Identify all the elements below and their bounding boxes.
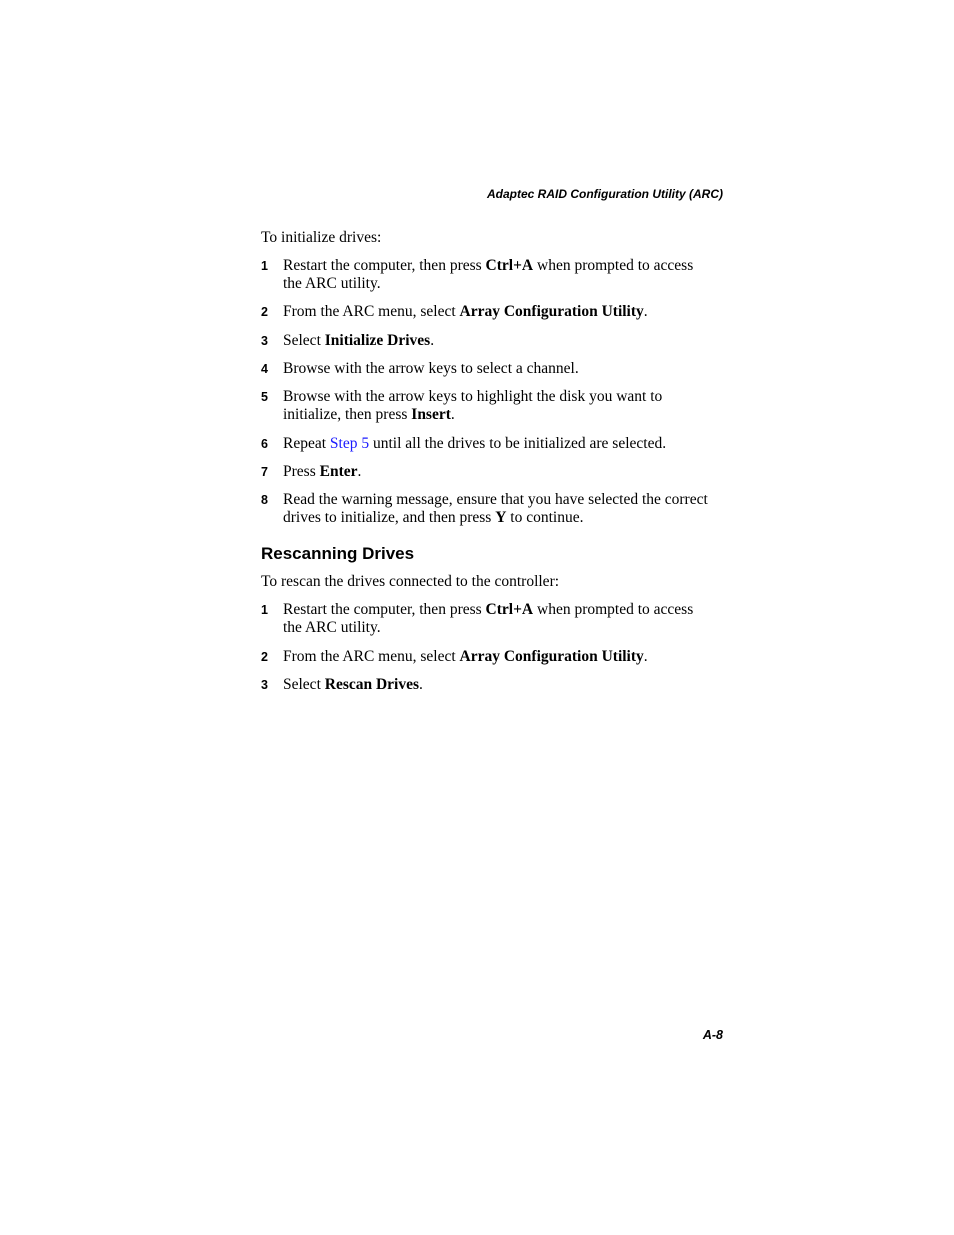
step-number: 3 xyxy=(261,334,268,348)
step-number: 1 xyxy=(261,603,268,617)
initialize-step-7: 7 Press Enter. xyxy=(261,463,362,480)
rescan-intro: To rescan the drives connected to the controller: xyxy=(261,573,560,590)
step-number: 1 xyxy=(261,259,268,273)
step-number: 2 xyxy=(261,650,268,664)
rescan-step-3: 3 Select Rescan Drives. xyxy=(261,676,423,693)
initialize-step-2: 2 From the ARC menu, select Array Configuration Utility. xyxy=(261,303,648,320)
step-number: 6 xyxy=(261,437,268,451)
initialize-intro: To initialize drives: xyxy=(261,229,382,246)
rescan-step-2: 2 From the ARC menu, select Array Configuration Utility. xyxy=(261,648,648,665)
step-number: 7 xyxy=(261,465,268,479)
step-5-link[interactable]: Step 5 xyxy=(329,435,370,452)
step-number: 5 xyxy=(261,390,268,404)
running-header: Adaptec RAID Configuration Utility (ARC) xyxy=(487,187,723,201)
initialize-step-5: 5 Browse with the arrow keys to highlight the disk you want to initialize, then press Insert. xyxy=(261,388,663,423)
step-number: 3 xyxy=(261,678,268,692)
step-number: 4 xyxy=(261,362,268,376)
initialize-step-4: 4 Browse with the arrow keys to select a channel. xyxy=(261,360,579,377)
page-number: A-8 xyxy=(702,1028,723,1042)
initialize-step-3: 3 Select Initialize Drives. xyxy=(261,332,435,349)
rescan-step-1: 1 Restart the computer, then press Ctrl+A when prompted to access the ARC utility. xyxy=(261,601,694,636)
initialize-step-8: 8 Read the warning message, ensure that you have selected the correct drives to initialize, and then press Y to continue. xyxy=(261,491,708,526)
initialize-step-1: 1 Restart the computer, then press Ctrl+A when prompted to access the ARC utility. xyxy=(261,257,694,292)
initialize-step-6: 6 Repeat Step 5 until all the drives to be initialized are selected. xyxy=(261,435,667,452)
step-number: 8 xyxy=(261,493,268,507)
section-heading-rescanning-drives: Rescanning Drives xyxy=(261,544,415,563)
step-number: 2 xyxy=(261,305,268,319)
